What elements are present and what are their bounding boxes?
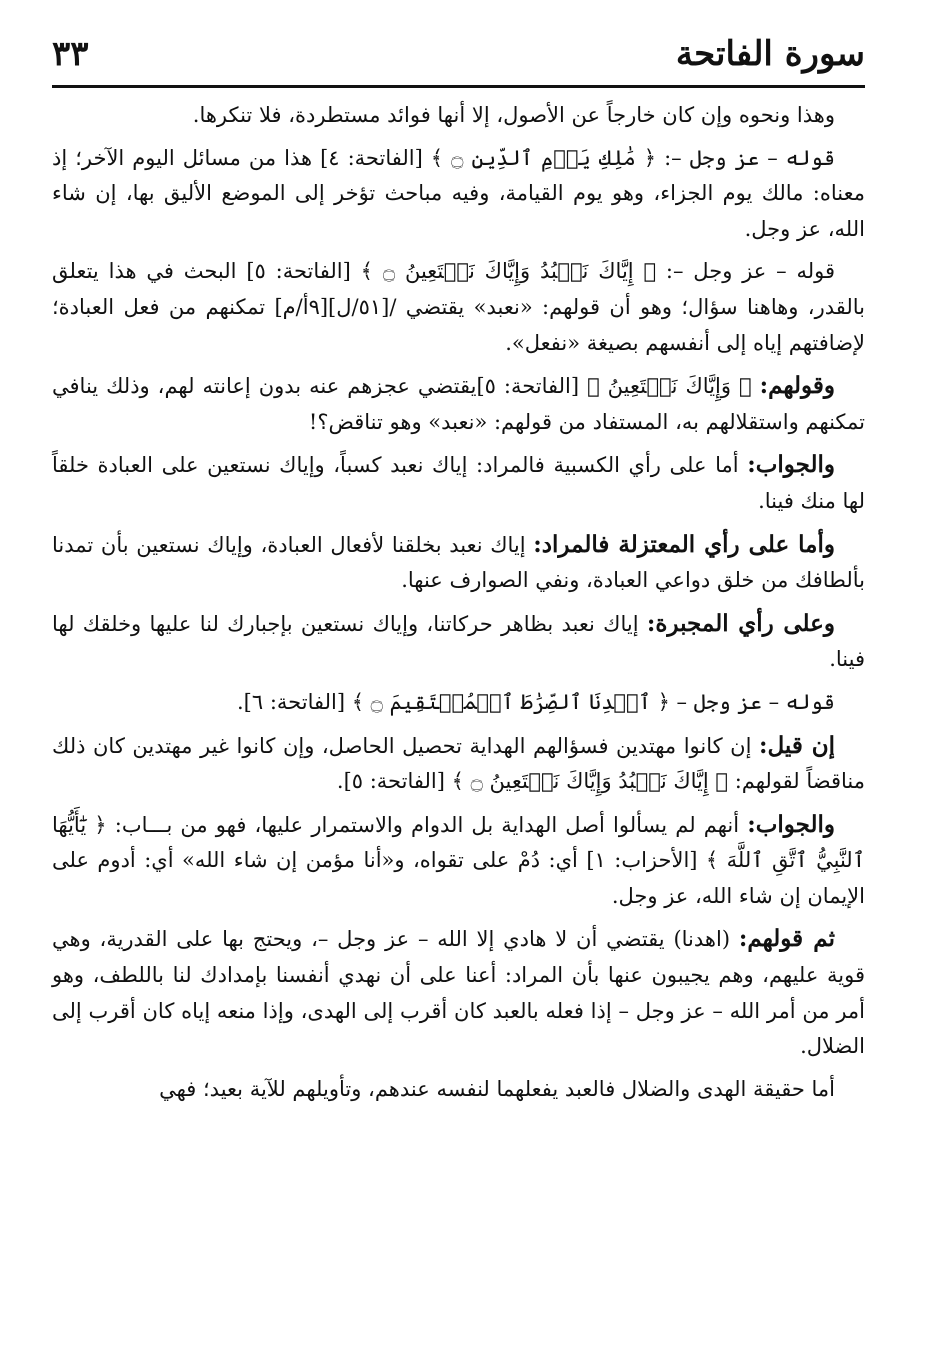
paragraph-11 (52, 921, 865, 1064)
paragraph-2 (52, 141, 865, 248)
paragraph-text: قوله – عز وجل –: ﴿ إِيَّاكَ نَعۡبُدُ وَإِيَّاكَ نَسۡتَعِينُ ۝ ﴾ [الفاتحة: ٥] البحث في هذا يتعلق بالقدر، وهاهنا سؤال؛ وهو أن قولهم: «نعبد» يقتضي /[٥١/ل][٩أ/م] تمكنهم من فعل العبادة؛ لإضافتهم إياه إلى أنفسهم بصيغة «نفعل». (52, 259, 865, 355)
paragraph-lead: إن قيل: (759, 731, 836, 759)
running-title: سورة الفاتحة (675, 34, 865, 74)
paragraph-1 (52, 98, 865, 134)
paragraph-text: أنهم لم يسألوا أصل الهداية بل الدوام والاستمرار عليها، فهو من بـــاب: ﴿ يَٰٓأَيُّهَا ٱلنَّبِيُّ ٱتَّقِ ٱللَّهَ ﴾ [الأحزاب: ١] أي: دُمْ على تقواه، و«أنا مؤمن إن شاء الله» أي: أدوم على الإيمان إن شاء الله، عز وجل. (52, 812, 866, 908)
paragraph-lead: ثم قولهم: (738, 925, 836, 953)
paragraph-text: أما حقيقة الهدى والضلال فالعبد يفعلهما لنفسه عندهم، وتأويلهم للآية بعيد؛ فهي (159, 1076, 835, 1101)
paragraph-text: إياك نعبد بخلقنا لأفعال العبادة، وإياك نستعين بأن تمدنا بألطافك من خلق دواعي العبادة، ونفي الصوارف عنها. (52, 532, 865, 593)
paragraph-4 (52, 368, 865, 440)
paragraph-text: قوله – عز وجل –: ﴿ مَٰلِكِ يَوۡمِ ٱلدِّينِ ۝ ﴾ [الفاتحة: ٤] هذا من مسائل اليوم الآخر؛ إذ معناه: مالك يوم الجزاء، وهو يوم القيامة، وفيه مباحث تؤخر إلى الموضع الأليق بها، إن شاء الله، عز وجل. (52, 145, 866, 241)
paragraph-text: قوله – عز وجل – ﴿ ٱهۡدِنَا ٱلصِّرَٰطَ ٱلۡمُسۡتَقِيمَ ۝ ﴾ [الفاتحة: ٦]. (237, 689, 835, 714)
paragraph-text: ﴿ وَإِيَّاكَ نَسۡتَعِينُ ﴾ [الفاتحة: ٥]يقتضي عجزهم عنه بدون إعانته لهم، وذلك ينافي تمكنهم واستقلالهم به، المستفاد من قولهم: «نعبد» وهو تناقض؟! (52, 374, 865, 434)
paragraph-10 (52, 807, 865, 915)
paragraph-6 (52, 527, 865, 599)
paragraph-7 (52, 606, 865, 678)
paragraph-text: إن كانوا مهتدين فسؤالهم الهداية تحصيل الحاصل، وإن كانوا غير مهتدين كان ذلك مناقضاً لقولهم: ﴿ إِيَّاكَ نَعۡبُدُ وَإِيَّاكَ نَسۡتَعِينُ ۝ ﴾ [الفاتحة: ٥]. (52, 733, 865, 794)
paragraph-text: (اهدنا) يقتضي أن لا هادي إلا الله – عز وجل –، ويحتج بها على القدرية، وهي قوية عليهم، وهم يجيبون عنها بأن المراد: أعنا على أن نهدي أنفسنا بإمدادك لنا باللطف، وهو أمر من أمر الله – عز وجل – إذا فعله بالعبد كان أقرب إلى الهدى، وإذا منعه إياه كان أقرب إلى الضلال. (52, 927, 865, 1059)
body-text (52, 98, 865, 1114)
paragraph-text: إياك نعبد بظاهر حركاتنا، وإياك نستعين بإجبارك لنا عليها وخلقك لها فينا. (52, 611, 865, 672)
header-rule (52, 85, 865, 88)
paragraph-lead: وقولهم: (759, 372, 835, 400)
paragraph-lead: والجواب: (747, 810, 835, 838)
paragraph-8 (52, 685, 865, 721)
paragraph-text: أما على رأي الكسبية فالمراد: إياك نعبد كسباً، وإياك نستعين على العبادة خلقاً لها منك فينا. (52, 453, 865, 513)
paragraph-5 (52, 447, 865, 519)
paragraph-lead: والجواب: (747, 451, 835, 479)
paragraph-lead: وعلى رأي المجبرة: (646, 609, 835, 637)
paragraph-12 (52, 1072, 865, 1108)
paragraph-text: وهذا ونحوه وإن كان خارجاً عن الأصول، إلا أنها فوائد مستطردة، فلا تنكرها. (192, 103, 835, 127)
paragraph-lead: وأما على رأي المعتزلة فالمراد: (533, 530, 835, 558)
paragraph-3 (52, 254, 865, 361)
page-header (52, 24, 865, 84)
paragraph-9 (52, 728, 865, 800)
page-number: ٣٣ (52, 34, 89, 74)
